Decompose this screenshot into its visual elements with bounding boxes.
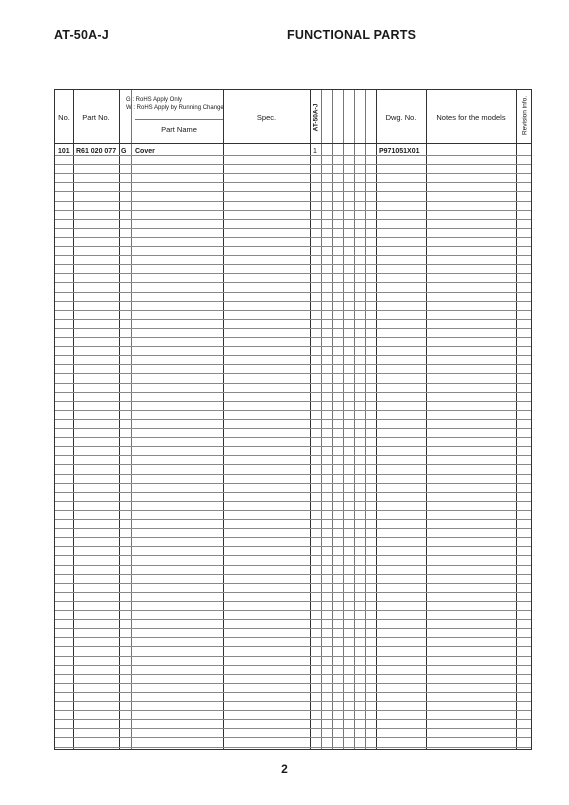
row-rule xyxy=(55,401,531,402)
row-rule xyxy=(55,692,531,693)
row-rule xyxy=(55,155,531,156)
rohs-legend-g: G : RoHS Apply Only xyxy=(126,97,183,103)
col-model-header: AT-50A-J xyxy=(312,103,320,132)
row-rule xyxy=(55,392,531,393)
row-rule xyxy=(55,519,531,520)
row-rule xyxy=(55,228,531,229)
row-rule xyxy=(55,282,531,283)
row-rule xyxy=(55,710,531,711)
row-rule xyxy=(55,373,531,374)
row-rule xyxy=(55,701,531,702)
row-rule xyxy=(55,437,531,438)
row-rule xyxy=(55,264,531,265)
row-rule xyxy=(55,273,531,274)
row-dwg-no: P971051X01 xyxy=(379,148,420,155)
row-rule xyxy=(55,191,531,192)
col-no-header: No. xyxy=(58,113,70,122)
row-rule xyxy=(55,619,531,620)
row-rule xyxy=(55,292,531,293)
row-no: 101 xyxy=(58,148,70,155)
row-rule xyxy=(55,510,531,511)
row-rule xyxy=(55,210,531,211)
row-rule xyxy=(55,656,531,657)
row-rule xyxy=(55,310,531,311)
row-rule xyxy=(55,355,531,356)
row-rule xyxy=(55,237,531,238)
row-rule xyxy=(55,537,531,538)
col-part-no-header: Part No. xyxy=(82,113,110,122)
row-rule xyxy=(55,428,531,429)
row-rule xyxy=(55,246,531,247)
row-rule xyxy=(55,565,531,566)
row-rule xyxy=(55,574,531,575)
rohs-legend-w: W : RoHS Apply by Running Change xyxy=(126,105,224,111)
row-rule xyxy=(55,328,531,329)
row-rule xyxy=(55,592,531,593)
col-revision-header: Revision info. xyxy=(521,95,529,136)
row-rule xyxy=(55,301,531,302)
row-rule xyxy=(55,337,531,338)
row-rule xyxy=(55,601,531,602)
row-rule xyxy=(55,474,531,475)
row-part-no: R61 020 077 xyxy=(76,148,117,155)
rohs-legend xyxy=(126,96,224,112)
row-rule xyxy=(55,419,531,420)
part-name-divider xyxy=(135,119,223,120)
model-name: AT-50A-J xyxy=(54,28,109,42)
row-rule xyxy=(55,728,531,729)
row-rule xyxy=(55,219,531,220)
row-rule xyxy=(55,364,531,365)
row-rule xyxy=(55,492,531,493)
row-rule xyxy=(55,201,531,202)
row-rule xyxy=(55,674,531,675)
row-rule xyxy=(55,410,531,411)
row-rule xyxy=(55,637,531,638)
row-rule xyxy=(55,528,531,529)
row-rule xyxy=(55,583,531,584)
row-rule xyxy=(55,464,531,465)
row-rule xyxy=(55,665,531,666)
row-rule xyxy=(55,182,531,183)
row-rule xyxy=(55,546,531,547)
col-part-name-header: Part Name xyxy=(161,125,197,134)
row-rule xyxy=(55,683,531,684)
page-number: 2 xyxy=(281,762,288,776)
row-rohs-flag: G xyxy=(121,148,127,155)
row-rule xyxy=(55,737,531,738)
parts-table xyxy=(54,89,532,750)
row-rule xyxy=(55,383,531,384)
col-spec-header: Spec. xyxy=(256,113,277,122)
row-rule xyxy=(55,455,531,456)
row-rule xyxy=(55,628,531,629)
row-rule xyxy=(55,446,531,447)
row-rule xyxy=(55,555,531,556)
row-rule xyxy=(55,501,531,502)
row-rule xyxy=(55,346,531,347)
row-rule xyxy=(55,719,531,720)
row-qty: 1 xyxy=(313,148,317,155)
page-title: FUNCTIONAL PARTS xyxy=(287,28,417,42)
row-rule xyxy=(55,255,531,256)
col-dwg-no-header: Dwg. No. xyxy=(385,113,417,122)
row-rule xyxy=(55,164,531,165)
row-part-name: Cover xyxy=(135,148,155,155)
row-rule xyxy=(55,319,531,320)
row-rule xyxy=(55,483,531,484)
row-rule xyxy=(55,646,531,647)
row-rule xyxy=(55,747,531,748)
row-rule xyxy=(55,610,531,611)
header-rule xyxy=(55,143,531,144)
col-notes-header: Notes for the models xyxy=(436,113,506,122)
row-rule xyxy=(55,173,531,174)
